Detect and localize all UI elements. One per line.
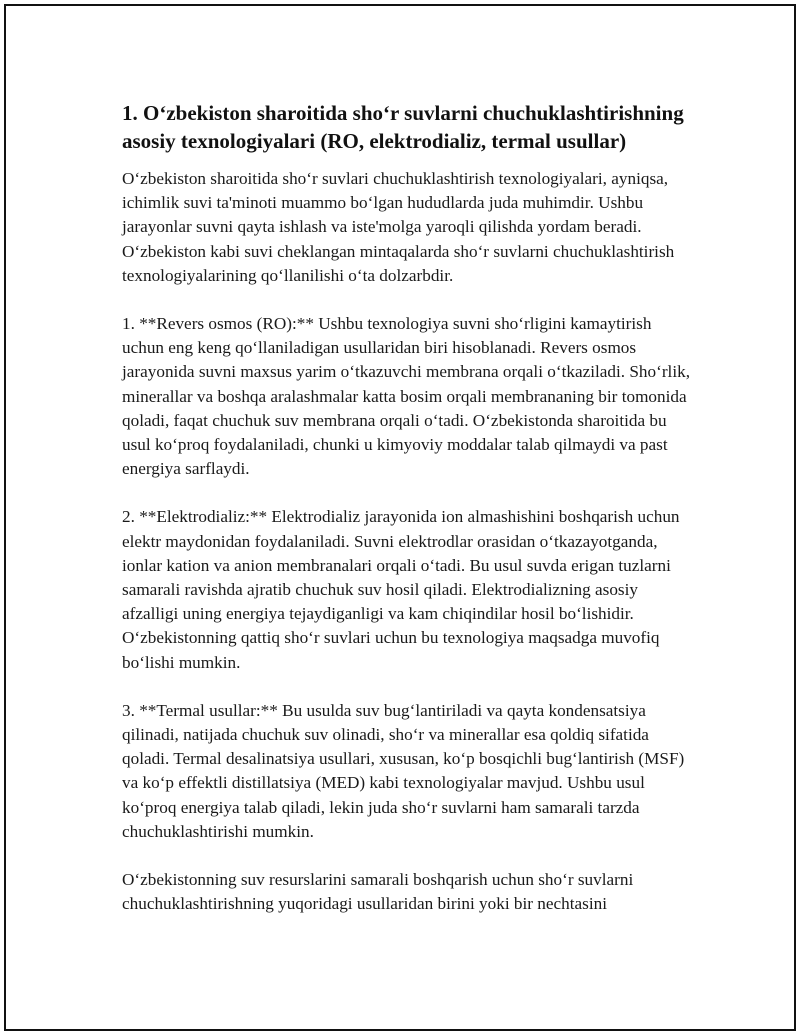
page-frame	[4, 4, 796, 1031]
reverse-osmosis-paragraph: 1. **Revers osmos (RO):** Ushbu texnologiya suvni sho‘rligini kamaytirish uchun eng keng qo‘llaniladigan usullaridan biri hisoblanadi. Revers osmos jarayonida suvni maxsus yarim o‘tkazuvchi membrana orqali o‘tkaziladi. Sho‘rlik, minerallar va boshqa aralashmalar katta bosim orqali membrananing bir tomonida qoladi, faqat chuchuk suv membrana orqali o‘tadi. O‘zbekistonda sharoitida bu usul ko‘proq foydalaniladi, chunki u kimyoviy moddalar talab qilmaydi va past energiya sarflaydi.	[122, 314, 690, 479]
electrodialysis-paragraph: 2. **Elektrodializ:** Elektrodializ jarayonida ion almashishini boshqarish uchun elektr maydonidan foydalaniladi. Suvni elektrodlar orasidan o‘tkazayotganda, ionlar kation va anion membranalari orqali o‘tadi. Bu usul suvda erigan tuzlarni samarali ravishda ajratib chuchuk suv hosil qiladi. Elektrodializning asosiy afzalligi uning energiya tejaydiganligi va kam chiqindilar hosil bo‘lishidir. O‘zbekistonning qattiq sho‘r suvlari uchun bu texnologiya maqsadga muvofiq bo‘lishi mumkin.	[122, 507, 680, 672]
document-title: 1. O‘zbekiston sharoitida sho‘r suvlarni chuchuklashtirishning asosiy texnologiyalari (RO, elektrodializ, termal usullar)	[122, 101, 684, 153]
conclusion-paragraph: O‘zbekistonning suv resurslarini samarali boshqarish uchun sho‘r suvlarni chuchuklashtirishning yuqoridagi usullaridan birini yoki bir nechtasini	[122, 870, 634, 914]
thermal-methods-paragraph: 3. **Termal usullar:** Bu usulda suv bug‘lantiriladi va qayta kondensatsiya qilinadi, natijada chuchuk suv olinadi, sho‘r va minerallar esa qoldiq sifatida qoladi. Termal desalinatsiya usullari, xususan, ko‘p bosqichli bug‘lantirish (MSF) va ko‘p effektli distillatsiya (MED) kabi texnologiyalar mavjud. Ushbu usul ko‘proq energiya talab qiladi, lekin juda sho‘r suvlarni ham samarali tarzda chuchuklashtirishi mumkin.	[122, 700, 685, 841]
intro-paragraph: O‘zbekiston sharoitida sho‘r suvlari chuchuklashtirish texnologiyalari, ayniqsa, ichimlik suvi ta'minoti muammo bo‘lgan hududlarda juda muhimdir. Ushbu jarayonlar suvni qayta ishlash va iste'molga yaroqli qilishda yordam beradi. O‘zbekiston kabi suvi cheklangan mintaqalarda sho‘r suvlarni chuchuklashtirish texnologiyalarining qo‘llanilishi o‘ta dolzarbdir.	[122, 169, 675, 285]
document-body	[122, 99, 694, 940]
